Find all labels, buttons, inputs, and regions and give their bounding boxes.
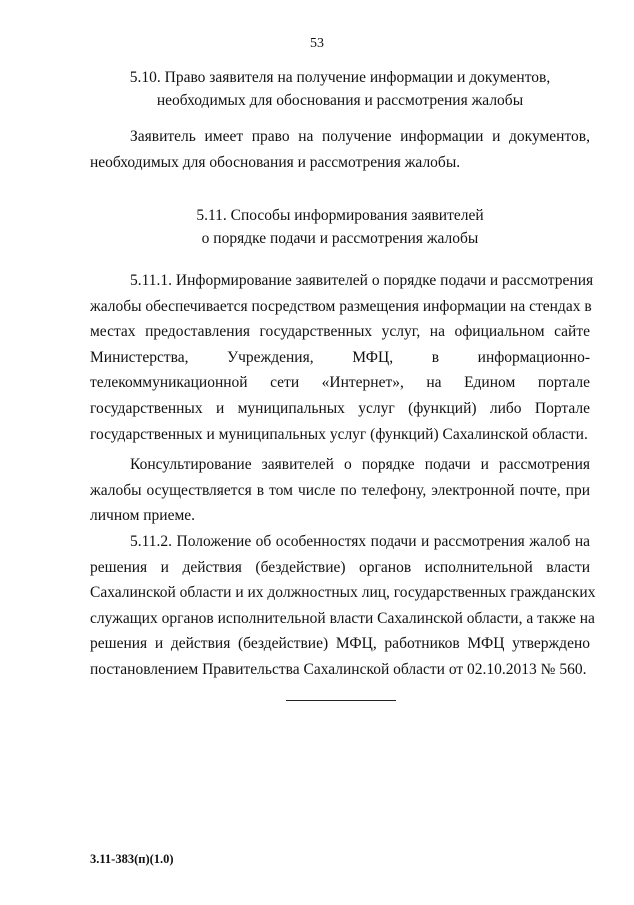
paragraph-line: решения и действия (бездействие) МФЦ, работников МФЦ утверждено [90, 635, 590, 653]
section-5-11-heading [90, 204, 590, 250]
paragraph-line: государственных и муниципальных услуг (функций) либо Портале [90, 399, 590, 417]
paragraph-line: решения и действия (бездействие) органов исполнительной власти [90, 558, 590, 576]
heading-line: 5.11. Способы информирования заявителей [196, 207, 484, 224]
section-5-11-1-paragraph [90, 268, 594, 447]
separator-line [286, 700, 396, 701]
paragraph-line: Сахалинской области и их должностных лиц, государственных гражданских [90, 584, 596, 602]
paragraph-line: личном приеме. [90, 507, 196, 525]
document-code: 3.11-383(п)(1.0) [90, 852, 174, 866]
section-5-11-2-paragraph [90, 529, 596, 683]
paragraph-line: телекоммуникационной сети «Интернет», на Едином портале [90, 374, 590, 392]
heading-line: необходимых для обоснования и рассмотрения жалобы [156, 92, 524, 109]
paragraph-line: Консультирование заявителей о порядке подачи и рассмотрения [130, 456, 590, 473]
heading-line: о порядке подачи и рассмотрения жалобы [201, 230, 479, 247]
paragraph-line: Заявитель имеет право на получение информации и документов, [130, 128, 590, 145]
consultation-paragraph [90, 452, 590, 529]
paragraph-line: жалобы обеспечивается посредством размещения информации на стендах в [90, 297, 592, 315]
paragraph-line: местах предоставления государственных услуг, на официальном сайте [90, 323, 590, 341]
section-5-10-paragraph [90, 124, 590, 175]
page-number: 53 [310, 36, 324, 51]
paragraph-line: 5.11.2. Положение об особенностях подачи и рассмотрения жалоб на [130, 533, 590, 550]
paragraph-line: жалобы осуществляется в том числе по телефону, электронной почте, при [90, 481, 590, 499]
paragraph-line: государственных и муниципальных услуг (функций) Сахалинской области. [90, 425, 588, 443]
paragraph-line: необходимых для обоснования и рассмотрения жалобы. [90, 153, 461, 171]
paragraph-line: Министерства, Учреждения, МФЦ, в информационно- [90, 348, 590, 366]
paragraph-line: 5.11.1. Информирование заявителей о порядке подачи и рассмотрения [130, 272, 594, 289]
paragraph-line: служащих органов исполнительной власти Сахалинской области, а также на [90, 609, 595, 627]
section-5-10-heading [90, 66, 590, 112]
heading-line: 5.10. Право заявителя на получение информации и документов, [129, 69, 551, 86]
paragraph-line: постановлением Правительства Сахалинской области от 02.10.2013 № 560. [90, 660, 587, 678]
